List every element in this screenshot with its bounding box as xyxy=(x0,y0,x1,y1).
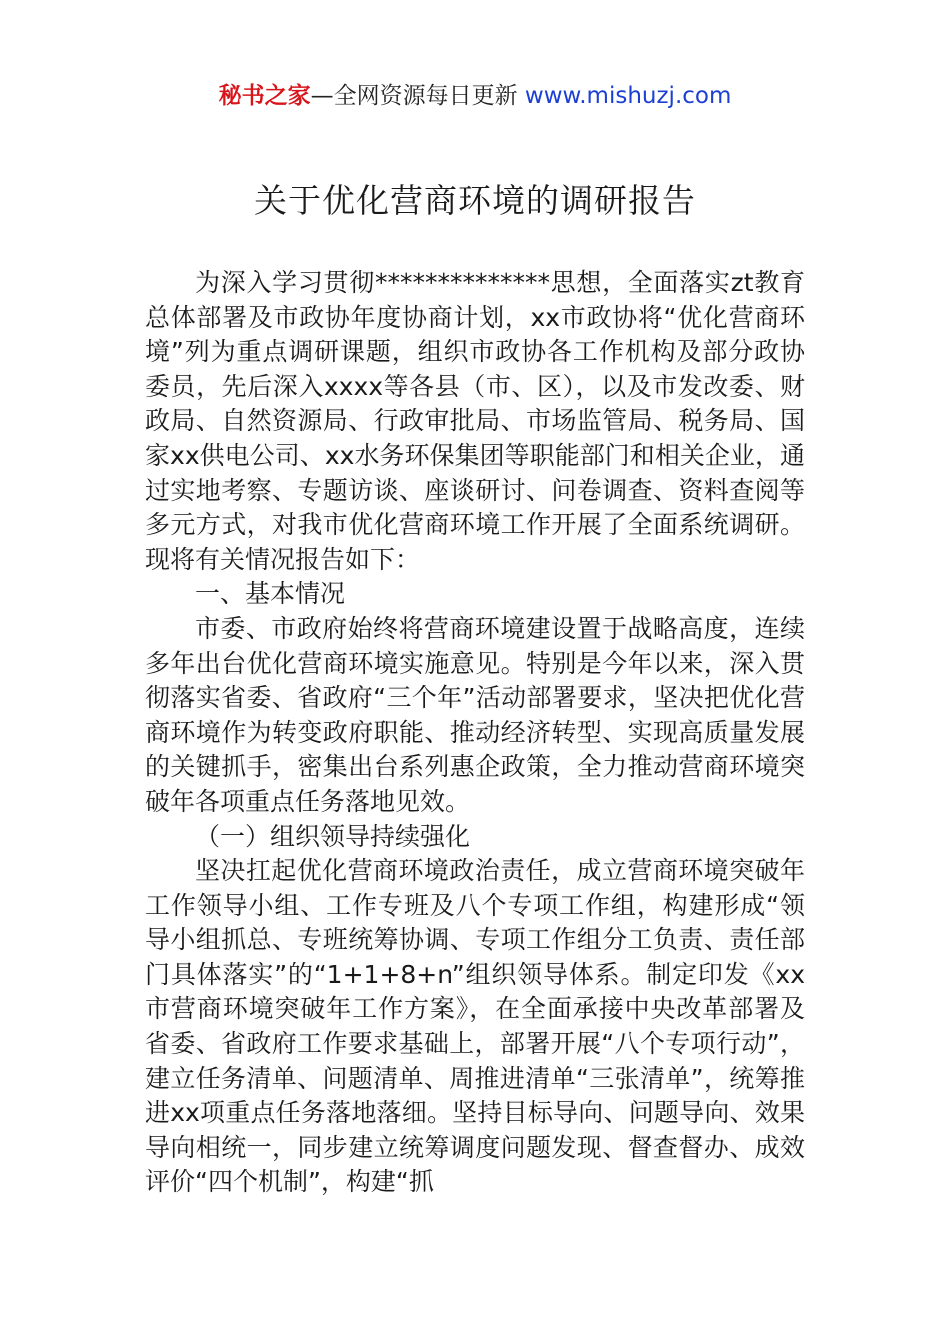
paragraph-intro: 为深入学习贯彻**************思想，全面落实zt教育总体部署及市政协年度协商计划，xx市政协将“优化营商环境”列为重点调研课题，组织市政协各工作机构及部分政协委员，先后深入xxxx等各县（市、区），以及市发改委、财政局、自然资源局、行政审批局、市场监管局、税务局、国家xx供电公司、xx水务环保集团等职能部门和相关企业，通过实地考察、专题访谈、座谈研讨、问卷调查、资料查阅等多元方式，对我市优化营商环境工作开展了全面系统调研。现将有关情况报告如下： xyxy=(145,268,805,574)
site-banner xyxy=(0,80,950,112)
site-brand: 秘书之家 xyxy=(218,83,311,109)
paragraph-leadership: 坚决扛起优化营商环境政治责任，成立营商环境突破年工作领导小组、工作专班及八个专项工作组，构建形成“领导小组抓总、专班统筹协调、专项工作组分工负责、责任部门具体落实”的“1+1+8+n”组织领导体系。制定印发《xx市营商环境突破年工作方案》，在全面承接中央改革部署及省委、省政府工作要求基础上，部署开展“八个专项行动”，建立任务清单、问题清单、周推进清单“三张清单”，统筹推进xx项重点任务落地落细。坚持目标导向、问题导向、效果导向相统一，同步建立统筹调度问题发现、督查督办、成效评价“四个机制”，构建“抓 xyxy=(145,856,805,1197)
document-title: 关于优化营商环境的调研报告 xyxy=(254,181,696,220)
document-body xyxy=(145,266,805,1200)
paragraph-basic-situation: 市委、市政府始终将营商环境建设置于战略高度，连续多年出台优化营商环境实施意见。特别是今年以来，深入贯彻落实省委、省政府“三个年”活动部署要求，坚决把优化营商环境作为转变政府职能、推动经济转型、实现高质量发展的关键抓手，密集出台系列惠企政策，全力推动营商环境突破年各项重点任务落地见效。 xyxy=(145,613,805,816)
subsection-heading-leadership: （一）组织领导持续强化 xyxy=(195,821,471,851)
site-url-link[interactable]: www.mishuzj.com xyxy=(524,83,732,109)
section-heading-basic-situation: 一、基本情况 xyxy=(195,579,346,609)
site-tagline: —全网资源每日更新 xyxy=(310,83,525,109)
